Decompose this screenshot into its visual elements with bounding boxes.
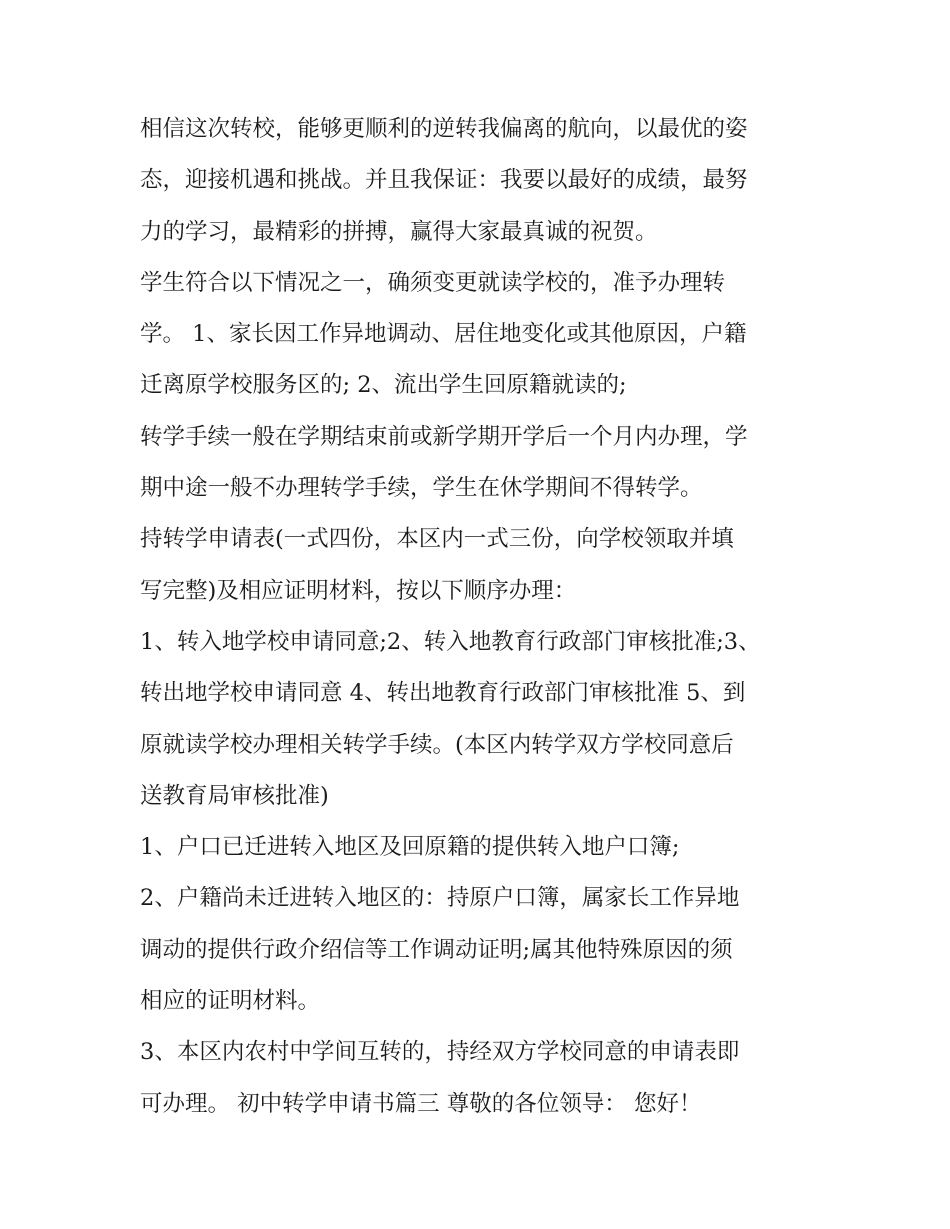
text-line: 写完整)及相应证明材料，按以下顺序办理： [140, 577, 577, 604]
text-line: 2、户籍尚未迁进转入地区的：持原户口簿，属家长工作异地 [140, 885, 740, 912]
text-line: 可办理。 初中转学申请书篇三 尊敬的各位领导： 您好！ [140, 1090, 702, 1117]
text-line: 相应的证明材料。 [140, 988, 321, 1015]
text-line: 原就读学校办理相关转学手续。(本区内转学双方学校同意后 [140, 731, 734, 758]
text-line: 1、转入地学校申请同意;2、转入地教育行政部门审核批准;3、 [140, 628, 761, 655]
text-line: 态，迎接机遇和挑战。并且我保证：我要以最好的成绩，最努 [140, 167, 748, 194]
text-line: 持转学申请表(一式四份，本区内一式三份，向学校领取并填 [140, 526, 734, 553]
text-line: 力的学习，最精彩的拼搏，赢得大家最真诚的祝贺。 [140, 218, 658, 245]
text-line: 3、本区内农村中学间互转的，持经双方学校同意的申请表即 [140, 1039, 740, 1066]
text-line: 送教育局审核批准) [140, 782, 329, 809]
document-body [140, 104, 820, 1130]
text-line: 1、户口已迁进转入地区及回原籍的提供转入地户口簿; [140, 834, 680, 861]
text-line: 相信这次转校，能够更顺利的逆转我偏离的航向，以最优的姿 [140, 116, 748, 142]
text-line: 学生符合以下情况之一，确须变更就读学校的，准予办理转 [140, 269, 726, 296]
text-line: 学。 1、家长因工作异地调动、居住地变化或其他原因，户籍 [140, 321, 747, 348]
text-line: 转学手续一般在学期结束前或新学期开学后一个月内办理，学 [140, 423, 748, 450]
text-line: 期中途一般不办理转学手续，学生在休学期间不得转学。 [140, 475, 703, 502]
text-line: 转出地学校申请同意 4、转出地教育行政部门审核批准 5、到 [140, 680, 746, 707]
text-line: 迁离原学校服务区的; 2、流出学生回原籍就读的; [140, 372, 627, 399]
text-line: 调动的提供行政介绍信等工作调动证明;属其他特殊原因的须 [140, 936, 733, 963]
